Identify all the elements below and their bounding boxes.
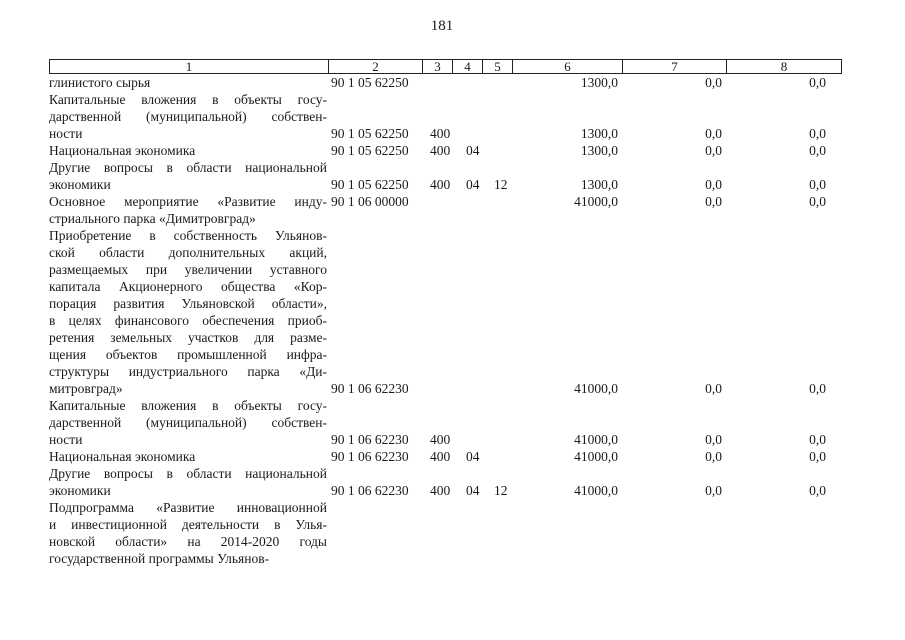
row-amount: 41000,0 (574, 432, 618, 447)
table-row (0, 227, 905, 397)
row-col-4: 04 (466, 143, 480, 158)
row-col-3: 400 (430, 483, 451, 498)
row-col-8: 0,0 (809, 194, 826, 209)
header-col-6: 6 (512, 60, 622, 73)
description-line: экономики (49, 483, 111, 498)
description-line: Основное мероприятие «Развитие инду- (49, 194, 327, 209)
table-body (0, 74, 905, 567)
header-col-3: 3 (422, 60, 452, 73)
description-line: Национальная экономика (49, 143, 196, 158)
row-col-7: 0,0 (705, 194, 722, 209)
description-line: Подпрограмма «Развитие инновационной (49, 500, 327, 515)
row-amount: 41000,0 (574, 194, 618, 209)
row-col-8: 0,0 (809, 143, 826, 158)
row-code: 90 1 06 62230 (331, 449, 409, 464)
page-number: 181 (430, 18, 454, 34)
row-col-5: 12 (494, 177, 508, 192)
row-description (49, 499, 327, 567)
row-amount: 41000,0 (574, 483, 618, 498)
row-code: 90 1 05 62250 (331, 143, 409, 158)
header-col-8: 8 (726, 60, 841, 73)
description-line: экономики (49, 177, 111, 192)
table-row (0, 465, 905, 499)
description-line: дарственной (муниципальной) собствен- (49, 415, 327, 430)
description-line: новской области» на 2014-2020 годы (49, 534, 327, 549)
row-col-8: 0,0 (809, 432, 826, 447)
description-line: государственной программы Ульянов- (49, 551, 270, 566)
description-line: порация развития Ульяновской области», (49, 296, 327, 311)
description-line: Другие вопросы в области национальной (49, 160, 327, 175)
description-line: в целях финансового обеспечения приоб- (49, 313, 327, 328)
row-col-7: 0,0 (705, 75, 722, 90)
row-col-4: 04 (466, 483, 480, 498)
row-description (49, 227, 327, 397)
row-code: 90 1 06 62230 (331, 381, 409, 396)
description-line: глинистого сырья (49, 75, 151, 90)
row-code: 90 1 05 62250 (331, 75, 409, 90)
row-col-7: 0,0 (705, 126, 722, 141)
description-line: капитала Акционерного общества «Кор- (49, 279, 327, 294)
row-amount: 1300,0 (580, 177, 618, 192)
row-col-3: 400 (430, 432, 451, 447)
header-col-1: 1 (185, 59, 193, 74)
description-line: дарственной (муниципальной) собствен- (49, 109, 327, 124)
row-col-4: 04 (466, 177, 480, 192)
row-col-7: 0,0 (705, 483, 722, 498)
table-row (0, 142, 905, 159)
row-amount: 1300,0 (580, 126, 618, 141)
description-line: митровград» (49, 381, 123, 396)
row-col-7: 0,0 (705, 143, 722, 158)
description-line: Другие вопросы в области национальной (49, 466, 327, 481)
row-description (49, 142, 327, 159)
row-description (49, 91, 327, 142)
row-description (49, 465, 327, 499)
row-description (49, 448, 327, 465)
row-amount: 41000,0 (574, 449, 618, 464)
row-amount: 1300,0 (580, 75, 618, 90)
row-description (49, 193, 327, 227)
table-row (0, 448, 905, 465)
header-col-2: 2 (328, 60, 422, 73)
row-amount: 41000,0 (574, 381, 618, 396)
row-col-3: 400 (430, 177, 451, 192)
description-line: ской области дополнительных акций, (49, 245, 327, 260)
row-col-3: 400 (430, 126, 451, 141)
header-col-5: 5 (482, 60, 512, 73)
row-col-8: 0,0 (809, 126, 826, 141)
row-col-8: 0,0 (809, 177, 826, 192)
description-line: ретения земельных участков для разме- (49, 330, 327, 345)
row-col-8: 0,0 (809, 449, 826, 464)
table-row (0, 91, 905, 142)
row-amount: 1300,0 (580, 143, 618, 158)
table-row (0, 159, 905, 193)
row-description (49, 74, 327, 91)
row-description (49, 159, 327, 193)
row-col-8: 0,0 (809, 75, 826, 90)
row-col-3: 400 (430, 449, 451, 464)
header-col-4: 4 (452, 60, 482, 73)
description-line: ности (49, 126, 83, 141)
row-col-8: 0,0 (809, 483, 826, 498)
table-row (0, 499, 905, 567)
description-line: щения объектов промышленной инфра- (49, 347, 327, 362)
description-line: Приобретение в собственность Ульянов- (49, 228, 327, 243)
description-line: Капитальные вложения в объекты госу- (49, 92, 327, 107)
row-col-7: 0,0 (705, 449, 722, 464)
row-code: 90 1 05 62250 (331, 126, 409, 141)
table-row (0, 397, 905, 448)
description-line: Капитальные вложения в объекты госу- (49, 398, 327, 413)
header-col-7: 7 (622, 60, 726, 73)
description-line: структуры индустриального парка «Ди- (49, 364, 327, 379)
row-col-8: 0,0 (809, 381, 826, 396)
row-col-7: 0,0 (705, 432, 722, 447)
row-code: 90 1 05 62250 (331, 177, 409, 192)
row-col-4: 04 (466, 449, 480, 464)
description-line: размещаемых при увеличении уставного (49, 262, 327, 277)
description-line: и инвестиционной деятельности в Улья- (49, 517, 327, 532)
description-line: ности (49, 432, 83, 447)
table-header (49, 59, 842, 74)
table-row (0, 74, 905, 91)
row-col-5: 12 (494, 483, 508, 498)
row-description (49, 397, 327, 448)
table-row (0, 193, 905, 227)
row-col-7: 0,0 (705, 381, 722, 396)
row-col-7: 0,0 (705, 177, 722, 192)
row-code: 90 1 06 62230 (331, 432, 409, 447)
row-code: 90 1 06 62230 (331, 483, 409, 498)
description-line: стриального парка «Димитровград» (49, 211, 256, 226)
description-line: Национальная экономика (49, 449, 196, 464)
row-code: 90 1 06 00000 (331, 194, 409, 209)
row-col-3: 400 (430, 143, 451, 158)
